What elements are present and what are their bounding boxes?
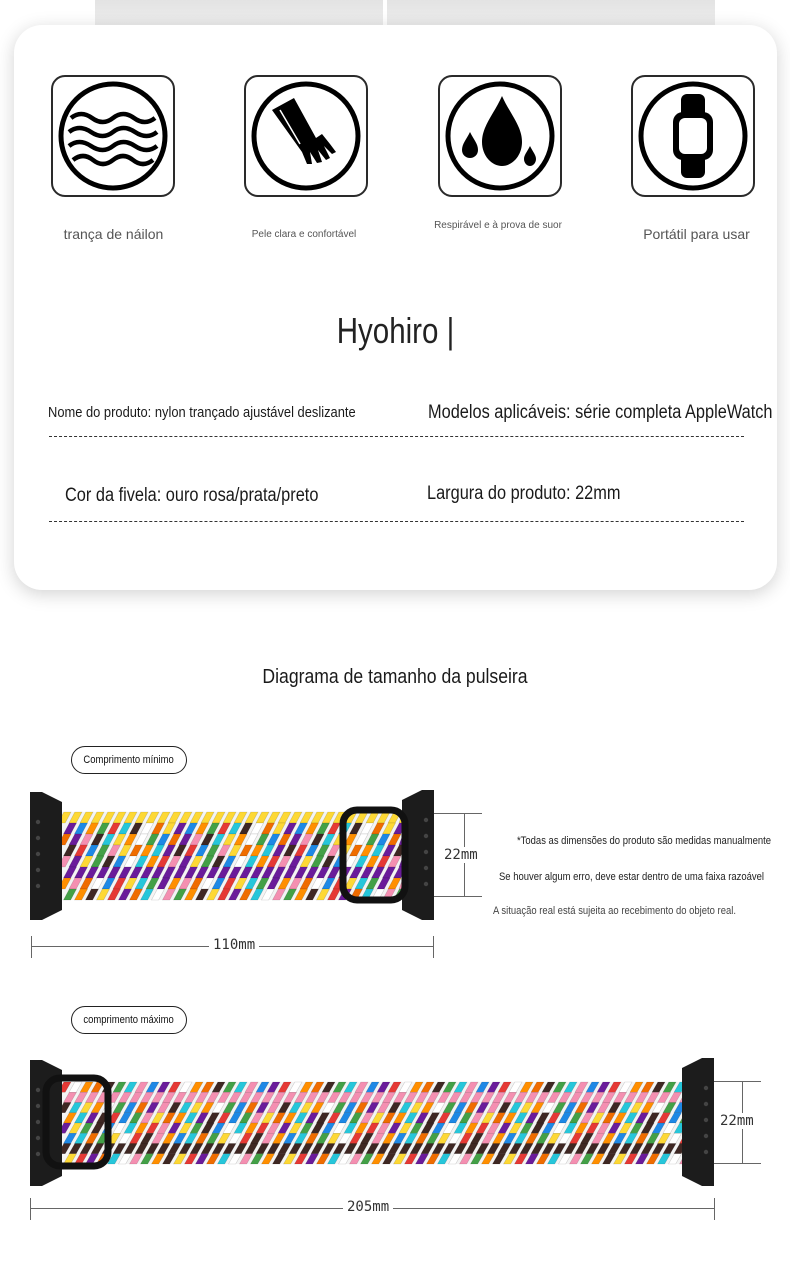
dim-tick [30, 1198, 31, 1220]
water-drops-icon [444, 80, 556, 192]
note-error: Se houver algum erro, deve estar dentro de uma faixa razoável [499, 871, 765, 883]
max-length-band [28, 1056, 716, 1188]
braid-weave [58, 812, 408, 900]
dashed-divider [49, 521, 744, 522]
band-connector [30, 792, 62, 920]
dim-tick [31, 936, 32, 958]
min-length-label: 110mm [209, 937, 259, 953]
dim-tick [434, 896, 482, 897]
dim-tick [714, 1198, 715, 1220]
dim-tick [714, 1081, 761, 1082]
dim-tick [434, 813, 482, 814]
feature-portable [631, 75, 755, 197]
feature-sweat [438, 75, 562, 197]
watch-icon [637, 80, 749, 192]
dim-tick [714, 1163, 761, 1164]
min-length-pill: Comprimento mínimo [71, 746, 187, 774]
min-length-band [28, 788, 436, 922]
band-connector [682, 1058, 714, 1186]
max-width-label: 22mm [716, 1113, 758, 1129]
feature-label-portable: Portátil para usar [643, 226, 750, 242]
feature-label-skin: Pele clara e confortável [251, 229, 357, 240]
glove-icon [250, 80, 362, 192]
size-diagram-title: Diagrama de tamanho da pulseira [262, 666, 528, 688]
note-manual: *Todas as dimensões do produto são medidas manualmente [517, 835, 772, 847]
waves-icon [57, 80, 169, 192]
max-length-pill: comprimento máximo [71, 1006, 187, 1034]
note-real: A situação real está sujeita ao recebimento do objeto real. [493, 905, 736, 917]
feature-nylon [51, 75, 175, 197]
feature-skin [244, 75, 368, 197]
max-length-label: 205mm [343, 1199, 393, 1215]
feature-label-sweat: Respirável e à prova de suor [434, 220, 562, 231]
brand-name: Hyohiro | [336, 310, 455, 351]
braid-weave [58, 1082, 692, 1164]
feature-card [14, 25, 777, 590]
dashed-divider [49, 436, 744, 437]
spec-buckle-color: Cor da fivela: ouro rosa/prata/preto [65, 485, 319, 506]
dim-tick [433, 936, 434, 958]
spec-width: Largura do produto: 22mm [427, 483, 621, 504]
spec-product-name: Nome do produto: nylon trançado ajustável deslizante [48, 404, 356, 421]
min-width-label: 22mm [440, 847, 482, 863]
feature-label-nylon: trança de náilon [63, 226, 164, 242]
spec-models: Modelos aplicáveis: série completa AppleWatch [428, 402, 773, 423]
